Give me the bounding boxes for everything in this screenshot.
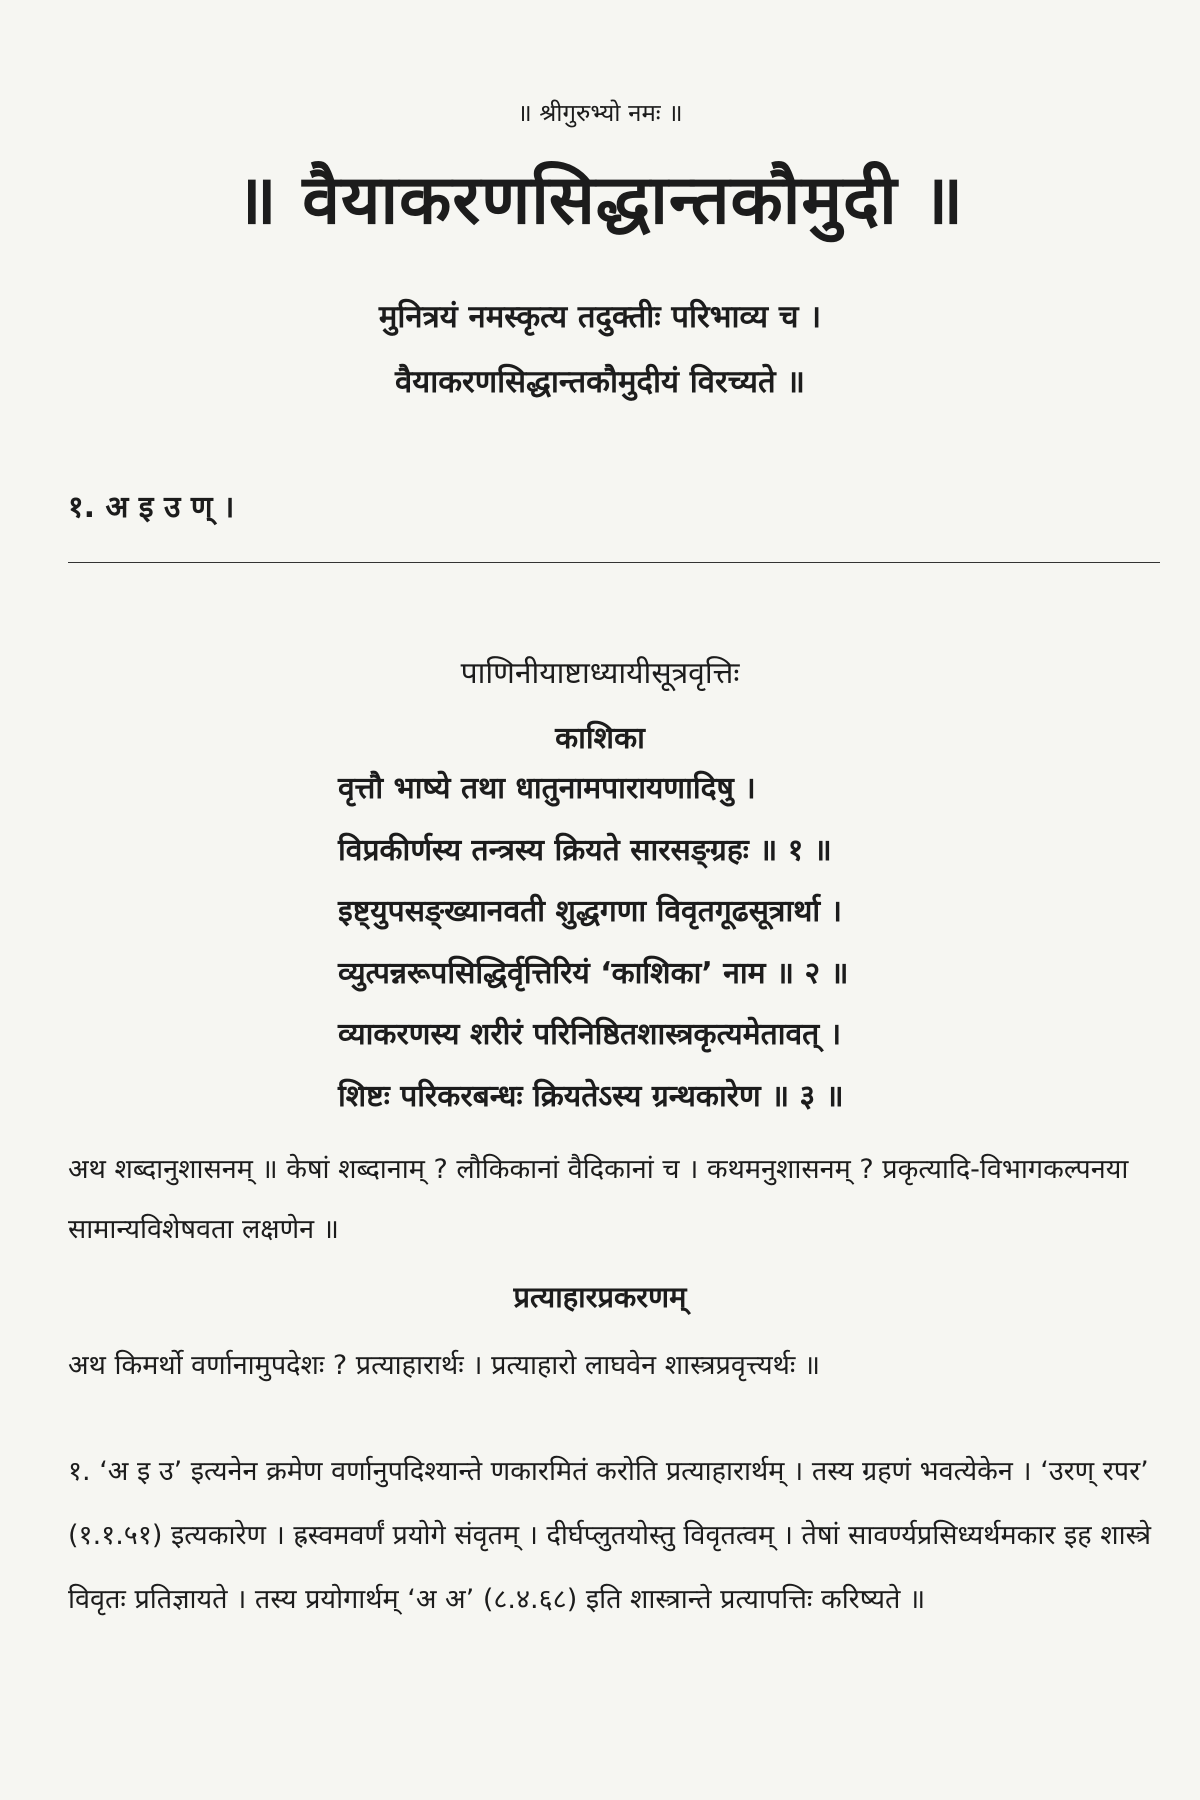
mangala-line-1: मुनित्रयं नमस्कृत्य तदुक्तीः परिभाव्य च । [378,299,822,335]
commentary-subtitle: काशिका [555,721,645,756]
section-divider [68,562,1160,563]
verse-line: विप्रकीर्णस्य तन्त्रस्य क्रियते सारसङ्ग्रहः ॥ १ ॥ [338,832,832,868]
verse-line: व्युत्पन्नरूपसिद्धिर्वृत्तिरियं ‘काशिका’ नाम ॥ २ ॥ [338,955,849,991]
verse-line: इष्ट्युपसङ्ख्यानवती शुद्धगणा विवृतगूढसूत्रार्था । [338,894,842,929]
verse-line: व्याकरणस्य शरीरं परिनिष्ठितशास्त्रकृत्यमेतावत् । [338,1017,842,1052]
commentary-title: पाणिनीयाष्टाध्यायीसूत्रवृत्तिः [460,656,740,691]
sutra-heading: १. अ इ उ ण् । [68,490,235,525]
prakarana-title: प्रत्याहारप्रकरणम् [513,1280,687,1314]
verse-line: शिष्टः परिकरबन्धः क्रियतेऽस्य ग्रन्थकारेण ॥ ३ ॥ [338,1078,844,1114]
mangala-line-2: वैयाकरणसिद्धान्तकौमुदीयं विरच्यते ॥ [394,364,805,400]
mangala-verse [0,285,1200,415]
invocation-line: ॥ श्रीगुरुभ्यो नमः ॥ [517,99,683,127]
intro-paragraph: अथ शब्दानुशासनम् ॥ केषां शब्दानाम् ? लौकिकानां वैदिकानां च । कथमनुशासनम् ? प्रकृत्यादि-विभागकल्पनया सामान्यविशेषवता लक्षणेन ॥ [68,1154,1129,1245]
sutra-commentary-paragraph: १. ‘अ इ उ’ इत्यनेन क्रमेण वर्णानुपदिश्यान्ते णकारमितं करोति प्रत्याहारार्थम् । तस्य ग्रहणं भवत्येकेन । ‘उरण् रपर’ (१.१.५१) इत्यकारेण । ह्रस्वमवर्णं प्रयोगे संवृतम् । दीर्घप्लुतयोस्तु विवृतत्वम् । तेषां सावर्ण्यप्रसिध्यर्थमकार इह शास्त्रे विवृतः प्रतिज्ञायते । तस्य प्रयोगार्थम् ‘अ अ’ (८.४.६८) इति शास्त्रान्ते प्रत्यापत्तिः करिष्यते ॥ [68,1456,1151,1615]
prakarana-paragraph: अथ किमर्थो वर्णानामुपदेशः ? प्रत्याहारार्थः । प्रत्याहारो लाघवेन शास्त्रप्रवृत्त्यर्थः ॥ [68,1350,821,1381]
verse-line: वृत्तौ भाष्ये तथा धातुनामपारायणादिषु । [338,771,756,806]
main-title: ॥ वैयाकरणसिद्धान्तकौमुदी ॥ [235,161,965,240]
commentary-verses [338,758,848,1127]
